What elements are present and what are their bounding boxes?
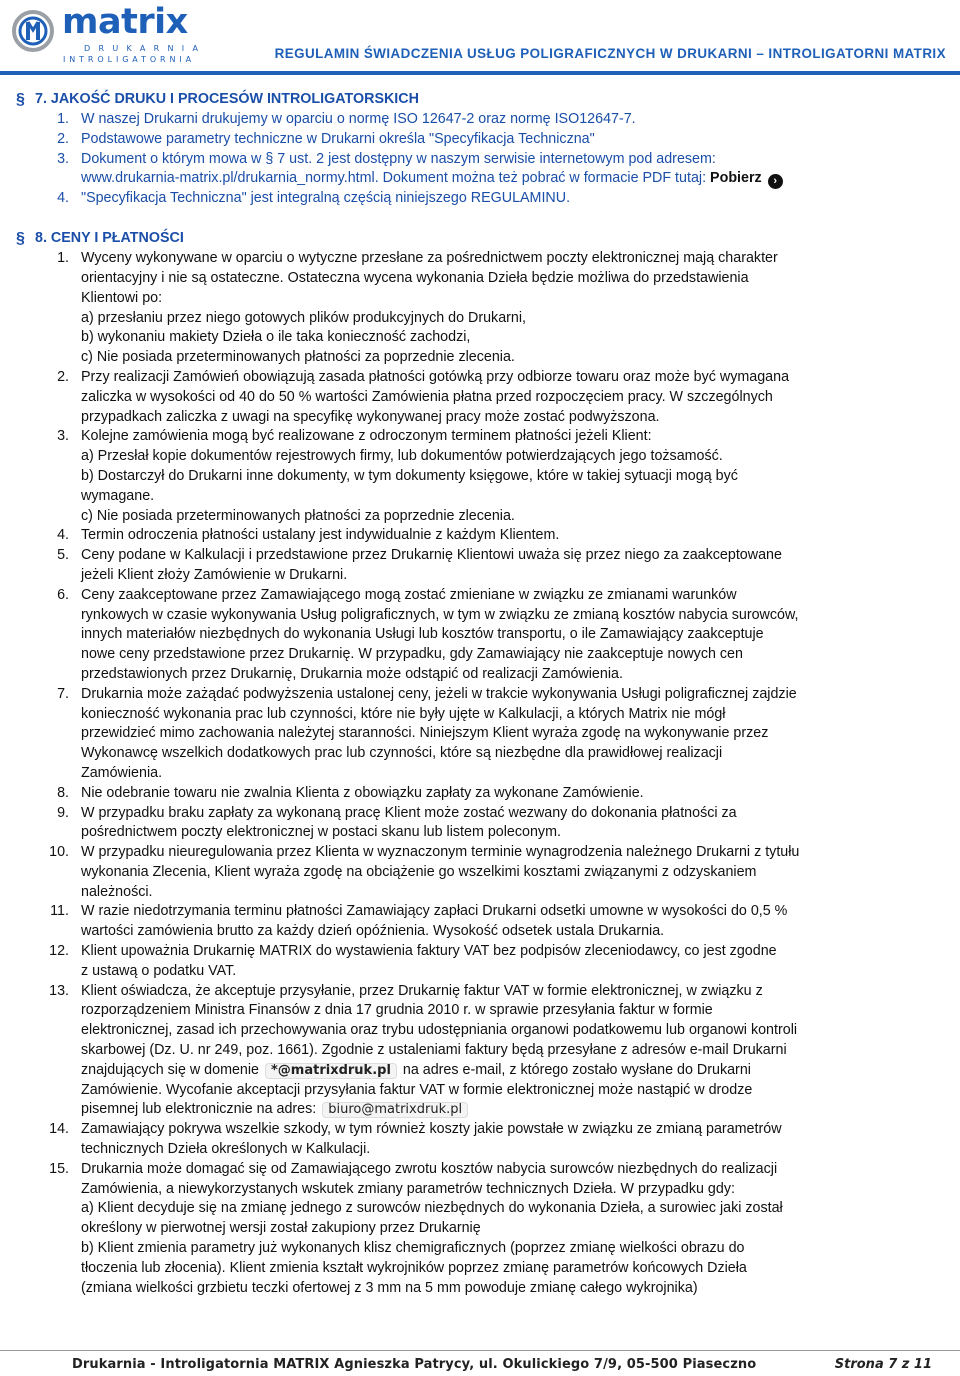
list-item bbox=[0, 1120, 960, 1160]
email-domain-image: *@matrixdruk.pl bbox=[265, 1063, 397, 1079]
item-text: Wyceny wykonywane w oparciu o wytyczne przesłane za pośrednictwem poczty elektronicznej mają charakter bbox=[81, 250, 778, 267]
item-text: Podstawowe parametry techniczne w Drukarni określa "Specyfikacja Techniczna" bbox=[81, 130, 595, 147]
item-text: przedstawionych przez Drukarnię, Drukarnia może odstąpić od realizacji Zamówienia. bbox=[81, 665, 623, 682]
item-text: Klientowi po: bbox=[81, 289, 163, 306]
list-item bbox=[0, 150, 960, 190]
item-text: Zamówienie. Wycofanie akceptacji przysyłania faktur VAT w formie elektronicznej może nastąpić w drodze bbox=[81, 1081, 753, 1098]
item-text: należności. bbox=[81, 883, 153, 900]
item-text: W naszej Drukarni drukujemy w oparciu o normę ISO 12647-2 oraz normę ISO12647-7. bbox=[81, 111, 636, 127]
item-text: Drukarnia może domagać się od Zamawiającego zwrotu kosztów nabycia surowców niezbędnych do realizacji bbox=[81, 1160, 778, 1177]
item-text: wymagane. bbox=[81, 487, 155, 504]
item-text: Zamawiający pokrywa wszelkie szkody, w tym również koszty jakie powstałe w związku ze zmianą parametrów bbox=[81, 1121, 782, 1138]
item-text: b) wykonaniu makiety Dzieła o ile taka konieczność zachodzi, bbox=[81, 329, 471, 346]
list-item bbox=[0, 804, 960, 844]
item-text: b) Dostarczył do Drukarni inne dokumenty, w tym dokumenty księgowe, które w takiej sytuacji mogą być bbox=[81, 467, 738, 484]
logo-wordmark: matrix bbox=[62, 2, 188, 42]
list-item bbox=[0, 784, 960, 804]
item-number: 2. bbox=[57, 368, 69, 385]
item-text: Wykonawcę wszelkich dodatkowych prac lub czynności, które są niezbędne dla prawidłowej realizacji bbox=[81, 745, 723, 762]
list-item bbox=[0, 685, 960, 784]
item-text: c) Nie posiada przeterminowanych płatności za poprzednie zlecenia. bbox=[81, 349, 515, 366]
list-item bbox=[0, 843, 960, 902]
item-number: 11. bbox=[50, 903, 69, 920]
list-item bbox=[0, 902, 960, 942]
footer-company: Drukarnia - Introligatornia MATRIX Agnieszka Patrycy, ul. Okulickiego 7/9, 05-500 Piaseczno bbox=[72, 1357, 757, 1372]
item-text: c) Nie posiada przeterminowanych płatności za poprzednie zlecenia. bbox=[81, 507, 515, 524]
item-number: 5. bbox=[57, 547, 69, 564]
page-footer bbox=[0, 1357, 960, 1376]
item-text: Kolejne zamówienia mogą być realizowane z odroczonym terminem płatności jeżeli Klient: bbox=[81, 428, 652, 445]
item-text: a) Przesłał kopie dokumentów rejestrowych firmy, lub dokumentów potwierdzających jego tożsamość. bbox=[81, 448, 723, 465]
list-item bbox=[0, 110, 960, 130]
item-text: Przy realizacji Zamówień obowiązują zasada płatności gotówką przy odbiorze towaru oraz może być wymagana bbox=[81, 368, 790, 385]
item-text-with-email bbox=[81, 1100, 942, 1120]
logo-subtitle-2: INTROLIGATORNIA bbox=[63, 55, 196, 64]
item-text: Klient oświadcza, że akceptuje przysyłanie, przez Drukarnię faktur VAT w formie elektronicznej, w związku z bbox=[81, 982, 763, 999]
email-address-image: biuro@matrixdruk.pl bbox=[322, 1102, 468, 1118]
item-number: 1. bbox=[57, 111, 69, 127]
header-divider bbox=[0, 71, 960, 75]
list-item bbox=[0, 189, 960, 209]
chevron-right-icon[interactable]: › bbox=[768, 174, 783, 189]
item-text-with-domain bbox=[81, 1061, 942, 1081]
logo-subtitle-1: DRUKARNIA bbox=[84, 44, 207, 53]
document-body bbox=[0, 90, 960, 1298]
item-text: Ceny zaakceptowane przez Zamawiającego mogą zostać zmieniane w związku ze zmianami warunków bbox=[81, 586, 737, 603]
footer-divider bbox=[0, 1350, 960, 1351]
item-text: zaliczka w wysokości od 40 do 50 % wartości Zamówienia płatna przed rozpoczęciem pracy. W szczególnych bbox=[81, 388, 773, 405]
item-text: przypadkach zaliczka z uwagi na specyfikę wykonywanej pracy może zostać podwyższona. bbox=[81, 408, 660, 425]
item-text: Zamówienia, a niewykorzystanych wskutek zmiany parametrów technicznych Dzieła. W przypadku gdy: bbox=[81, 1180, 735, 1197]
list-item bbox=[0, 249, 960, 368]
item-text: W przypadku nieuregulowania przez Klienta w wyznaczonym terminie wynagrodzenia należnego Drukarni z tytułu bbox=[81, 844, 800, 861]
item-number: 4. bbox=[57, 527, 69, 544]
list-item bbox=[0, 427, 960, 526]
item-text: a) przesłaniu przez niego gotowych plików produkcyjnych do Drukarni, bbox=[81, 309, 527, 326]
item-text: b) Klient zmienia parametry już wykonanych klisz chemigraficznych (poprzez zmianę wielkości obrazu do bbox=[81, 1240, 745, 1257]
list-item bbox=[0, 982, 960, 1121]
item-text: a) Klient decyduje się na zmianę jednego z surowców niezbędnych do wykonania Dzieła, a surowiec jaki został bbox=[81, 1200, 783, 1217]
item-text: rynkowych w czasie wykonywania Usług poligraficznych, w tym w związku ze zmianą kosztów nabycia surowców, bbox=[81, 606, 799, 623]
section-mark: § bbox=[16, 230, 25, 248]
item-text: Termin odroczenia płatności ustalany jest indywidualnie z każdym Klientem. bbox=[81, 527, 560, 544]
item-text: W razie niedotrzymania terminu płatności Zamawiający zapłaci Drukarni odsetki umowne w wysokości do 0,5 % bbox=[81, 903, 788, 920]
item-number: 9. bbox=[57, 804, 69, 821]
item-text: orientacyjny i nie są ostateczne. Ostateczna wycena wykonania Dzieła będzie możliwa do przedstawienia bbox=[81, 269, 749, 286]
item-text: znajdujących się w domenie bbox=[81, 1061, 260, 1078]
section-mark: § bbox=[16, 91, 25, 108]
section-7-heading bbox=[0, 90, 960, 110]
item-number: 10. bbox=[49, 844, 69, 861]
item-text: pośrednictwem poczty elektronicznej w postaci skanu lub listem poleconym. bbox=[81, 824, 561, 841]
item-text: "Specyfikacja Techniczna" jest integralną częścią niniejszego REGULAMINU. bbox=[81, 190, 571, 207]
item-text: Klient upoważnia Drukarnię MATRIX do wystawienia faktury VAT bez podpisów zleceniodawcy, co jest zgodne bbox=[81, 943, 777, 960]
item-text: elektronicznej, zasad ich przechowywania oraz trybu udostępniania organowi podatkowemu lub organowi kontroli bbox=[81, 1022, 798, 1039]
pobierz-link[interactable]: Pobierz bbox=[710, 170, 762, 187]
item-number: 13. bbox=[49, 982, 69, 999]
item-text: na adres e-mail, z którego zostało wysłane do Drukarni bbox=[402, 1061, 751, 1078]
item-text: Nie odebranie towaru nie zwalnia Klienta z obowiązku zapłaty za wykonane Zamówienie. bbox=[81, 784, 644, 801]
item-text: technicznych Dzieła określonych w Kalkulacji. bbox=[81, 1141, 371, 1158]
page-header bbox=[0, 0, 960, 78]
item-number: 14. bbox=[49, 1121, 69, 1138]
item-text: wartości zamówienia brutto za każdy dzień opóźnienia. Wysokość odsetek ustala Drukarnia. bbox=[81, 923, 665, 940]
item-text: W przypadku braku zapłaty za wykonaną pracę Klient może zostać wezwany do dokonania płatności za bbox=[81, 804, 737, 821]
normy-url-text: www.drukarnia-matrix.pl/drukarnia_normy.html. Dokument można też pobrać w formacie PDF tutaj: bbox=[81, 170, 707, 187]
item-text: z ustawą o podatku VAT. bbox=[81, 962, 237, 979]
item-number: 2. bbox=[57, 130, 69, 147]
page-number: Strona 7 z 11 bbox=[834, 1357, 932, 1372]
item-number: 1. bbox=[57, 250, 69, 267]
item-number: 15. bbox=[49, 1160, 69, 1177]
list-item bbox=[0, 942, 960, 982]
item-text: Dokument o którym mowa w § 7 ust. 2 jest dostępny w naszym serwisie internetowym pod adresem: bbox=[81, 150, 716, 167]
item-text: skarbowej (Dz. U. nr 249, poz. 1661). Zgodnie z ustaleniami faktury będą przesyłane z adresów e-mail Drukarni bbox=[81, 1042, 787, 1059]
item-text: Ceny podane w Kalkulacji i przedstawione przez Drukarnię Klientowi uważa się przez niego za zaakceptowane bbox=[81, 547, 782, 564]
item-text: pisemnej lub elektronicznie na adres: bbox=[81, 1101, 317, 1118]
document-title: REGULAMIN ŚWIADCZENIA USŁUG POLIGRAFICZNYCH W DRUKARNI – INTROLIGATORNI MATRIX bbox=[274, 46, 946, 61]
item-text: określony w pierwotnej wersji został zakupiony przez Drukarnię bbox=[81, 1220, 481, 1237]
logo-mark-icon bbox=[12, 4, 60, 62]
item-text: przewidzieć mimo zachowania należytej staranności. Niniejszym Klient wyraża zgodę na wykonywanie przez bbox=[81, 725, 769, 742]
item-text: konieczność wykonania prac lub czynności, które nie były ujęte w Kalkulacji, a których Matrix nie mógł bbox=[81, 705, 726, 722]
list-item bbox=[0, 586, 960, 685]
item-text: jeżeli Klient złoży Zamówienie w Drukarni. bbox=[81, 566, 348, 583]
item-text: (zmiana wielkości grzbietu teczki ofertowej z 3 mm na 5 mm powoduje zmianę całego wykrojnika) bbox=[81, 1279, 698, 1296]
list-item bbox=[0, 1160, 960, 1299]
section-7-title: 7. JAKOŚĆ DRUKU I PROCESÓW INTROLIGATORSKICH bbox=[35, 91, 419, 107]
item-text-with-link bbox=[81, 169, 942, 189]
item-text: rozporządzeniem Ministra Finansów z dnia 17 grudnia 2010 r. w sprawie przesyłania faktur w formie bbox=[81, 1002, 713, 1019]
matrix-logo bbox=[12, 4, 212, 64]
section-8-list bbox=[0, 249, 960, 1298]
section-8-heading bbox=[0, 229, 960, 249]
item-text: innych materiałów niezbędnych do wykonania Usługi lub kosztów transportu, o ile Zamawiający zaakceptuje bbox=[81, 626, 764, 643]
item-text: tłoczenia lub złocenia). Klient zmienia kształt wykrojników poprzez zmianę parametrów końcowych Dzieła bbox=[81, 1259, 747, 1276]
item-text: nowe ceny przedstawione przez Drukarnię. W przypadku, gdy Zamawiający nie zaakceptuje nowych cen bbox=[81, 646, 743, 663]
item-number: 6. bbox=[57, 586, 69, 603]
item-number: 4. bbox=[57, 190, 69, 207]
list-item bbox=[0, 368, 960, 427]
list-item bbox=[0, 130, 960, 150]
item-number: 8. bbox=[57, 784, 69, 801]
item-text: Drukarnia może zażądać podwyższenia ustalonej ceny, jeżeli w trakcie wykonywania Usługi poligraficznej zajdzie bbox=[81, 685, 797, 702]
item-number: 12. bbox=[49, 943, 69, 960]
list-item bbox=[0, 526, 960, 546]
item-number: 7. bbox=[57, 685, 69, 702]
item-number: 3. bbox=[57, 428, 69, 445]
item-number: 3. bbox=[57, 150, 69, 167]
item-text: Zamówienia. bbox=[81, 764, 163, 781]
item-text: wykonania Zlecenia, Klient wyraża zgodę na obciążenie go wszelkimi kosztami związanymi z odzyskaniem bbox=[81, 863, 757, 880]
list-item bbox=[0, 546, 960, 586]
section-8-title: 8. CENY I PŁATNOŚCI bbox=[35, 230, 184, 247]
